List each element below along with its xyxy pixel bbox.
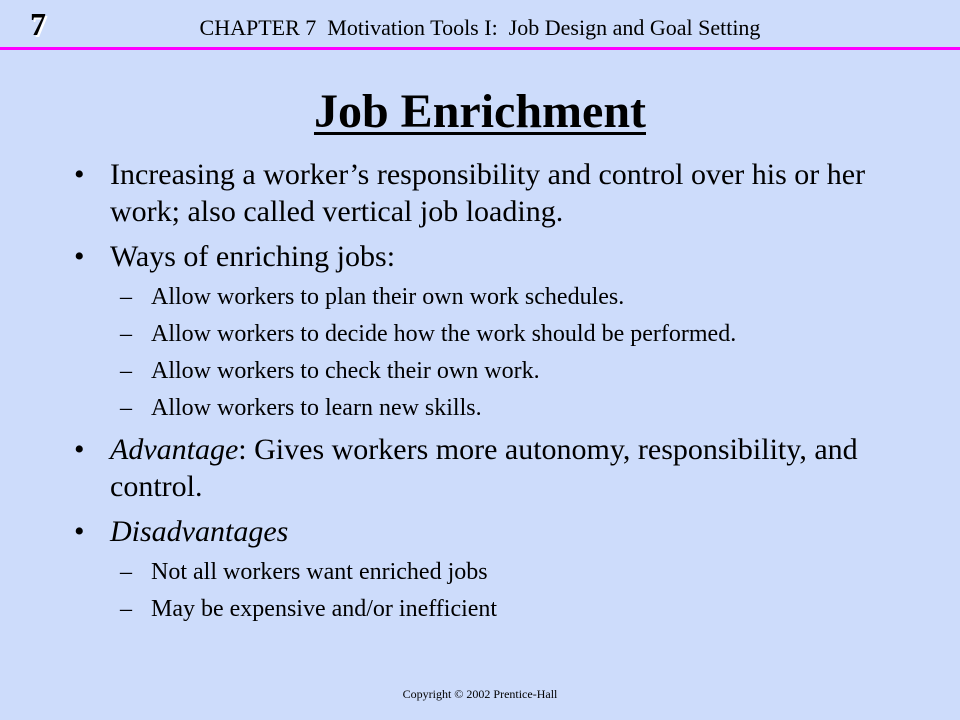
slide-title: Job Enrichment: [313, 85, 646, 138]
sub-bullet-text: Allow workers to decide how the work should be performed.: [151, 321, 737, 347]
sub-bullet-item: [0, 320, 960, 349]
bullet-emphasis: Advantage: [110, 433, 239, 466]
bullet-text: : Gives workers more autonomy, responsibility, and control.: [110, 433, 858, 503]
sub-bullet-text: Allow workers to check their own work.: [151, 358, 540, 384]
sub-bullet-item: [0, 595, 960, 624]
bullet-marker: •: [74, 515, 85, 548]
sub-bullet-text: May be expensive and/or inefficient: [151, 596, 498, 622]
sub-bullet-marker: –: [120, 321, 132, 347]
bullet-item: [0, 156, 960, 230]
sub-bullet-marker: –: [120, 395, 132, 421]
sub-bullet-marker: –: [120, 596, 132, 622]
sub-bullet-item: [0, 394, 960, 423]
sub-bullet-text: Allow workers to learn new skills.: [151, 395, 482, 421]
chapter-header: CHAPTER 7 Motivation Tools I: Job Design and Goal Setting: [199, 15, 761, 40]
bullet-text: Ways of enriching jobs:: [110, 240, 396, 273]
slide-content: [0, 148, 960, 624]
chapter-number-badge: 7: [30, 6, 46, 42]
sub-bullet-marker: –: [120, 358, 132, 384]
bullet-item: [0, 431, 960, 505]
bullet-emphasis: Disadvantages: [110, 515, 289, 548]
copyright-footer: Copyright © 2002 Prentice-Hall: [402, 687, 558, 701]
bullet-text: Increasing a worker’s responsibility and control over his or her work; also called vertical job loading.: [110, 158, 866, 228]
sub-bullet-text: Allow workers to plan their own work schedules.: [151, 284, 625, 310]
sub-bullet-text: Not all workers want enriched jobs: [151, 559, 488, 585]
sub-bullet-item: [0, 558, 960, 587]
sub-bullet-item: [0, 283, 960, 312]
sub-bullet-marker: –: [120, 284, 132, 310]
sub-bullet-marker: –: [120, 559, 132, 585]
sub-bullet-item: [0, 357, 960, 386]
bullet-marker: •: [74, 158, 85, 191]
bullet-item: [0, 513, 960, 550]
header-divider: [0, 47, 960, 50]
bullet-item: [0, 238, 960, 275]
bullet-marker: •: [74, 433, 85, 466]
bullet-marker: •: [74, 240, 85, 273]
